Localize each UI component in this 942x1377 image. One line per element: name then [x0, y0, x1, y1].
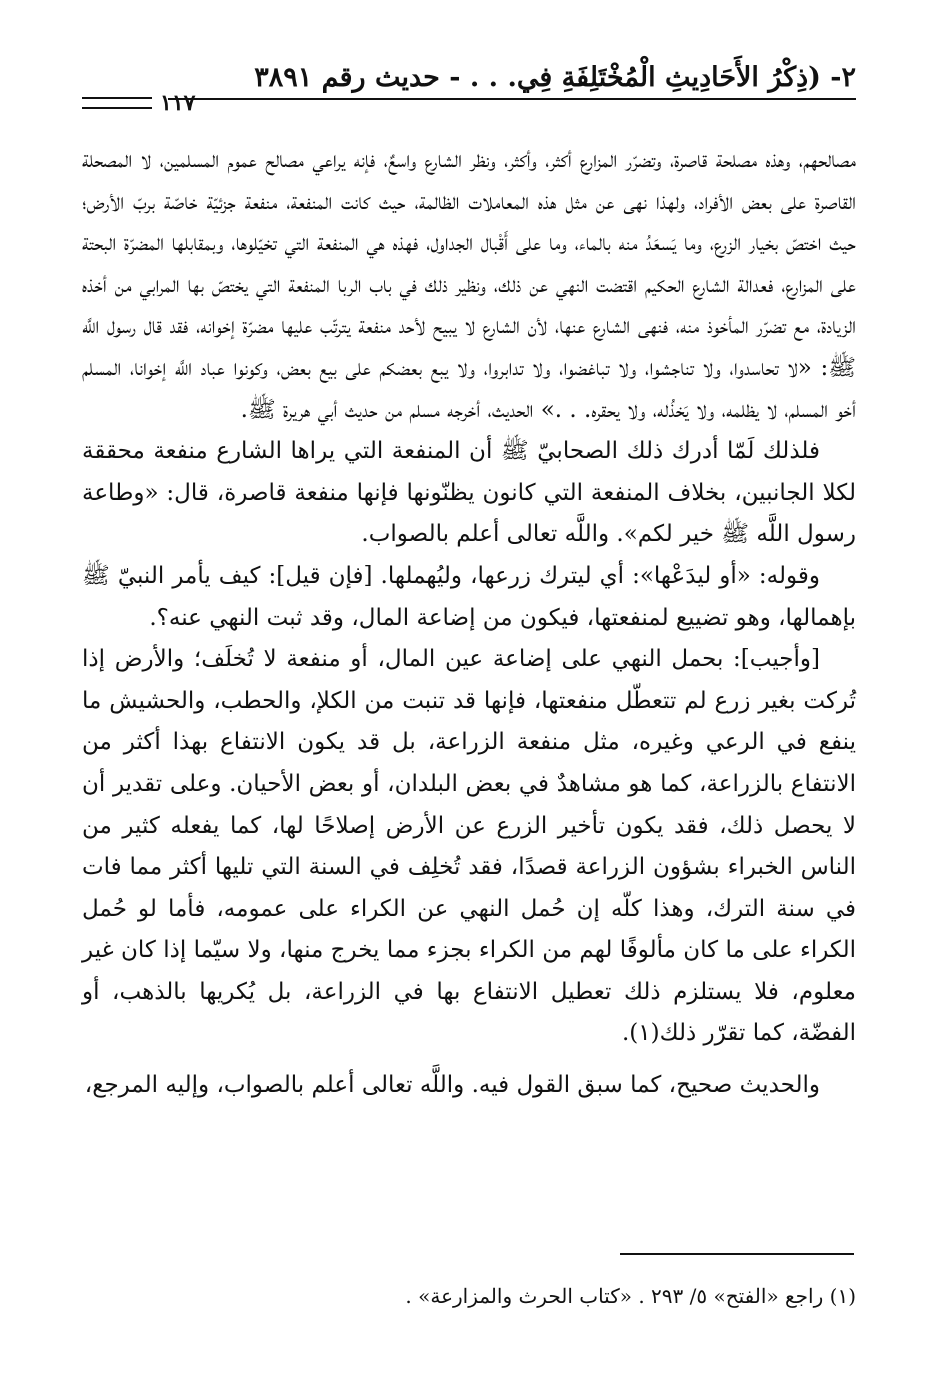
- footnote: (١) راجع «الفتح» ٥/ ٢٩٣ . «كتاب الحرث والمزارعة» .: [405, 1284, 856, 1308]
- paragraph: [وأجيب]: بحمل النهي على إضاعة عين المال، أو منفعة لا تُخلَف؛ والأرض إذا تُركت بغير زرع لم تتعطّل منفعتها، فإنها قد تنبت من الكلإ، والحطب، والحشيش ما ينفع في الرعي وغيره، مثل منفعة الزراعة، بل قد يكون الانتفاع بهذا أكثر من الانتفاع بالزراعة، كما هو مشاهدٌ في بعض البلدان، أو بعض الأحيان. وعلى تقدير أن لا يحصل ذلك، فقد يكون تأخير الزرع عن الأرض إصلاحًا لها، كما يفعله كثير من الناس الخبراء بشؤون الزراعة قصدًا، فقد تُخلِف في السنة التي تليها أكثر مما فات في سنة الترك، وهذا كلّه إن حُمل النهي عن الكراء على عمومه، فأما لو حُمل الكراء على ما كان مألوفًا لهم من الكراء بجزء مما يخرج منها، ولا سيّما إذا كان غير معلوم، فلا يستلزم ذلك تعطيل الانتفاع بها في الزراعة، بل يُكريها بالذهب، أو الفضّة، كما تقرّر ذلك(١).: [82, 646, 856, 1047]
- paragraph: مصالحهم، وهذه مصلحة قاصرة، وتضرّر المزارع أكثر، وأكثر، ونظر الشارع واسعٌ، فإنه يراعي مصالح عموم المسلمين، لا المصحلة القاصرة على بعض الأفراد، ولهذا نهى عن مثل هذه المعاملات الظالمة، حيث كانت المنفعة، منفعة جزئيّة خاصّة بربّ الأرض؛ حيث اختصّ بخيار الزرع، وما يَسعَدُ منه بالماء، وما على أَقْبال الجداول، فهذه هي المنفعة التي تخيّلوها، وبمقابلها المضرّة البحتة على المزارع، فعدالة الشارع الحكيم اقتضت النهي عن ذلك، ونظير ذلك في باب الربا المنفعة التي يختصّ بها المرابي من أخذه الزيادة، مع تضرّر المأخوذ منه، فنهى الشارع عنها، لأن الشارع لا يبيح لأحد منفعة يترتّب عليها مضرّة إخوانه، فقد قال رسول اللَّه ﷺ: «لا تحاسدوا، ولا تناجشوا، ولا تباغضوا، ولا تدابروا، ولا يبع بعضكم على بيع بعض، وكونوا عباد اللَّه إخوانا، المسلم أخو المسلم، لا يظلمه، ولا يَخذُله، ولا يحقره. . .» الحديث، أخرجه مسلم من حديث أبي هريرة ﷺ.: [82, 147, 856, 423]
- page-number-double-rule: [82, 97, 152, 109]
- running-header: [78, 62, 856, 116]
- paragraph: والحديث صحيح، كما سبق القول فيه. واللَّه تعالى أعلم بالصواب، وإليه المرجع،: [84, 1072, 820, 1099]
- page-number: ١١٧: [160, 90, 196, 116]
- page-number-block: [82, 90, 232, 116]
- paragraph: فلذلك لَمّا أدرك ذلك الصحابيّ ﷺ أن المنفعة التي يراها الشارع منفعة محققة لكلا الجانبين، بخلاف المنفعة التي كانون يظنّونها فإنها منفعة قاصرة، قال: «وطاعة رسول اللَّه ﷺ خير لكم». واللَّه تعالى أعلم بالصواب.: [82, 438, 856, 548]
- footnote-separator: [620, 1253, 854, 1255]
- main-text: [82, 140, 856, 1107]
- header-title: ٢- (ذِكْرُ الأَحَادِيثِ الْمُخْتَلِفَةِ فِي. . . - حديث رقم ٣٨٩١: [254, 62, 856, 93]
- header-rule: [168, 98, 856, 100]
- paragraph: وقوله: «أو ليدَعْها»: أي ليترك زرعها، وليُهملها. [فإن قيل]: كيف يأمر النبيّ ﷺ بإهمالها، وهو تضييع لمنفعتها، فيكون من إضاعة المال، وقد ثبت النهي عنه؟.: [82, 562, 856, 631]
